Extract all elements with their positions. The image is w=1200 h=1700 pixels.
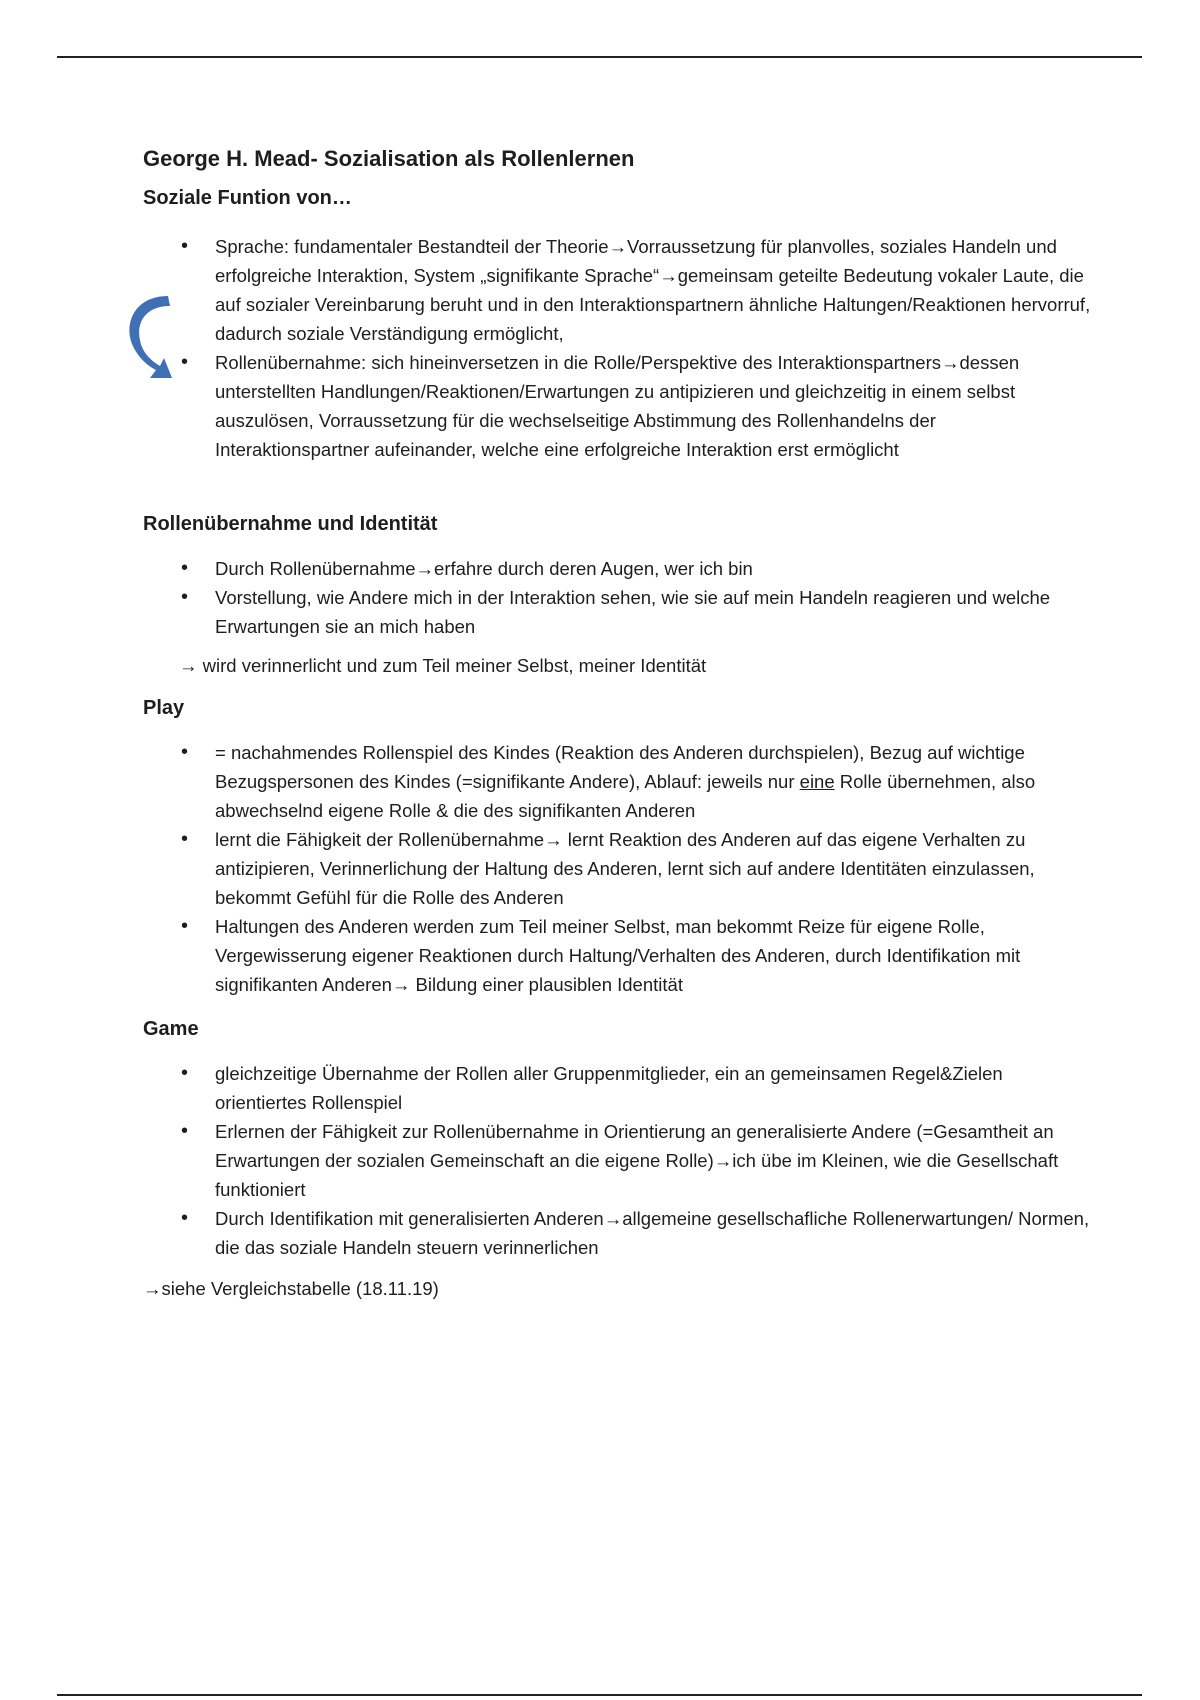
identity-note: → wird verinnerlicht und zum Teil meiner Selbst, meiner Identität [179,655,707,676]
list-item: • Erlernen der Fähigkeit zur Rollenübernahme in Orientierung an generalisierte Andere (=Gesamtheit an Erwartungen der sozialen Gemeinschaft an die eigene Rolle)→ich übe im Kleinen, wie die Gesellschaft funktioniert [143,1117,1093,1204]
list-identity [143,554,1093,641]
list-item: • Haltungen des Anderen werden zum Teil meiner Selbst, man bekommt Reize für eigene Rolle, Vergewisserung eigener Reaktionen durch Haltung/Verhalten des Anderen, durch Identifikation mit signifikanten Anderen→ Bildung einer plausiblen Identität [143,912,1093,999]
page-title: George H. Mead- Sozialisation als Rollenlernen [143,146,635,171]
text-segment: Rolle übernehmen, also abwechselnd eigene Rolle & die des signifikanten Anderen [215,771,1036,821]
list-item: • gleichzeitige Übernahme der Rollen aller Gruppenmitglieder, ein an gemeinsamen Regel&Zielen orientiertes Rollenspiel [143,1059,1093,1117]
underlined-word: eine [799,771,835,792]
top-rule [57,56,1142,58]
list-play [143,738,1093,999]
list-item: • Vorstellung, wie Andere mich in der Interaktion sehen, wie sie auf mein Handeln reagieren und welche Erwartungen sie an mich haben [143,583,1093,641]
list-item-sprache: • Sprache: fundamentaler Bestandteil der Theorie→Vorraussetzung für planvolles, soziales Handeln und erfolgreiche Interaktion, System „signifikante Sprache“→gemeinsam geteilte Bedeutung vokaler Laute, die auf sozialer Vereinbarung beruht und in den Interaktionspartnern ähnliche Haltungen/Reaktionen hervorruf, dadurch soziale Verständigung ermöglicht, [143,232,1093,348]
heading-game: Game [143,1018,199,1040]
bottom-rule [57,1694,1142,1696]
list-item: • Durch Rollenübernahme→erfahre durch deren Augen, wer ich bin [143,554,1093,583]
footer-note: →siehe Vergleichstabelle (18.11.19) [143,1278,439,1299]
list-item: • lernt die Fähigkeit der Rollenübernahme→ lernt Reaktion des Anderen auf das eigene Verhalten zu antizipieren, Verinnerlichung der Haltung des Anderen, lernt sich auf andere Identitäten einzulassen, bekommt Gefühl für die Rolle des Anderen [143,825,1093,912]
list-item-rollenuebernahme: • Rollenübernahme: sich hineinversetzen in die Rolle/Perspektive des Interaktionspartners→dessen unterstellten Handlungen/Reaktionen/Erwartungen zu antipizieren und gleichzeitig in einem selbst auszulösen, Vorraussetzung für die wechselseitige Abstimmung des Rollenhandelns der Interaktionspartner aufeinander, welche eine erfolgreiche Interaktion erst ermöglicht [143,348,1093,464]
document-body [143,144,1093,1303]
text-segment: = nachahmendes Rollenspiel des Kindes (Reaktion des Anderen durchspielen), Bezug auf wichtige Bezugspersonen des Kindes (=signifikante Andere), Ablauf: jeweils nur [215,742,1025,792]
list-item: • Durch Identifikation mit generalisierten Anderen→allgemeine gesellschafliche Rollenerwartungen/ Normen, die das soziale Handeln steuern verinnerlichen [143,1204,1093,1262]
heading-social-function: Soziale Funtion von… [143,187,352,209]
list-game [143,1059,1093,1262]
heading-identity: Rollenübernahme und Identität [143,513,438,535]
heading-play: Play [143,697,185,719]
list-social-function [143,232,1093,464]
list-item [143,738,1093,825]
